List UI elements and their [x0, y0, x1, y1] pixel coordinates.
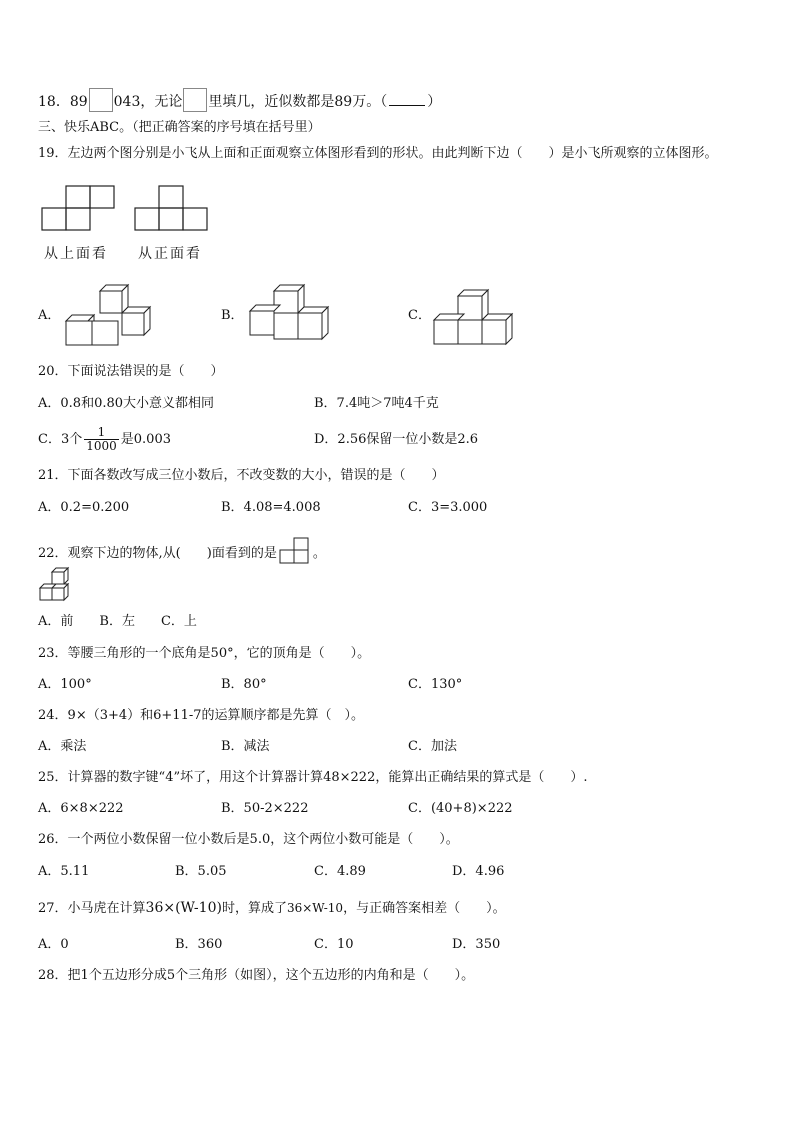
q24-option-a: A．乘法	[38, 739, 87, 754]
option-c-cubes	[432, 288, 518, 348]
fraction-denominator: 1000	[86, 439, 117, 453]
q20-c-pre: C．3个	[38, 432, 83, 447]
answer-box	[183, 88, 207, 112]
q25-option-b: B．50-2×222	[221, 801, 309, 816]
q19-option-c-label: C．	[408, 308, 431, 323]
q18-text-mid: 043，无论	[113, 94, 183, 110]
q26-option-b: B．5.05	[175, 864, 227, 879]
q20-option-b: B．7.4吨＞7吨4千克	[314, 396, 439, 411]
q27-option-a: A．0	[38, 937, 69, 952]
q26-option-c: C．4.89	[314, 864, 366, 879]
question-22	[38, 537, 326, 565]
caption-top-view: 从上面看	[44, 246, 108, 262]
q18-text-end: ）	[427, 94, 442, 110]
q21-option-c: C．3=3.000	[408, 500, 488, 515]
caption-front-view: 从正面看	[138, 246, 202, 262]
q25-option-c: C．(40+8)×222	[408, 801, 513, 816]
answer-box	[89, 88, 113, 112]
question-18	[38, 88, 441, 112]
q27-text-post: ，与正确答案相差（ ）。	[343, 901, 506, 916]
q27-text-mid: 时，算成了	[221, 901, 287, 916]
q27-expression-2: 36×W-10	[286, 901, 344, 915]
option-b-cubes	[248, 283, 334, 343]
q20-option-d: D．2.56保留一位小数是2.6	[314, 432, 479, 447]
q21-option-a: A．0.2=0.200	[38, 500, 130, 515]
q23-option-a: A．100°	[38, 677, 92, 692]
front-view-figure	[135, 186, 211, 232]
question-25-text: 25．计算器的数字键“4”坏了，用这个计算器计算48×222，能算出正确结果的算式是（ ）.	[38, 770, 588, 785]
question-20-text: 20．下面说法错误的是（ ）	[38, 364, 224, 379]
fraction	[84, 426, 119, 453]
q18-text-pre: 18．89	[38, 94, 88, 110]
q22-options: A．前 B．左 C．上	[38, 614, 197, 629]
q27-option-d: D．350	[452, 937, 501, 952]
question-19-text: 19．左边两个图分别是小飞从上面和正面观察立体图形看到的形状。由此判断下边（ ）是小飞所观察的立体图形。	[38, 146, 718, 161]
q27-option-b: B．360	[175, 937, 223, 952]
q26-option-d: D．4.96	[452, 864, 505, 879]
fraction-numerator: 1	[84, 426, 119, 440]
q23-option-c: C．130°	[408, 677, 463, 692]
q22-text-pre: 22．观察下边的物体,从( )面看到的是	[38, 546, 277, 561]
q25-option-a: A．6×8×222	[38, 801, 124, 816]
q23-option-b: B．80°	[221, 677, 267, 692]
object-cubes-figure	[38, 566, 72, 604]
question-26-text: 26．一个两位小数保留一位小数后是5.0，这个两位小数可能是（ ）。	[38, 832, 459, 847]
q19-option-b-label: B．	[221, 308, 244, 323]
question-28-text: 28．把1个五边形分成5个三角形（如图），这个五边形的内角和是（ ）。	[38, 968, 475, 983]
q22-text-post: 。	[312, 546, 326, 561]
q20-c-post: 是0.003	[120, 432, 171, 447]
section-heading: 三、快乐ABC。（把正确答案的序号填在括号里）	[38, 120, 321, 135]
q26-option-a: A．5.11	[38, 864, 90, 879]
q27-option-c: C．10	[314, 937, 354, 952]
question-23-text: 23．等腰三角形的一个底角是50°，它的顶角是（ ）。	[38, 646, 371, 661]
q20-option-a: A．0.8和0.80大小意义都相同	[38, 396, 215, 411]
question-21-text: 21．下面各数改写成三位小数后，不改变数的大小，错误的是（ ）	[38, 468, 445, 483]
q20-option-c	[38, 426, 171, 453]
answer-blank	[389, 93, 425, 106]
top-view-figure	[42, 186, 118, 232]
q18-text-post: 里填几，近似数都是89万。（	[208, 94, 388, 110]
view-shape-figure	[279, 537, 311, 565]
option-a-cubes	[64, 283, 160, 347]
q21-option-b: B．4.08=4.008	[221, 500, 321, 515]
q27-expression-1: 36×(W-10)	[145, 900, 222, 916]
q24-option-c: C．加法	[408, 739, 457, 754]
q24-option-b: B．减法	[221, 739, 270, 754]
question-27	[38, 900, 506, 917]
q27-text-pre: 27．小马虎在计算	[38, 901, 146, 916]
question-24-text: 24．9×（3+4）和6+11-7的运算顺序都是先算（ ）。	[38, 708, 365, 723]
q19-option-a-label: A．	[38, 308, 61, 323]
